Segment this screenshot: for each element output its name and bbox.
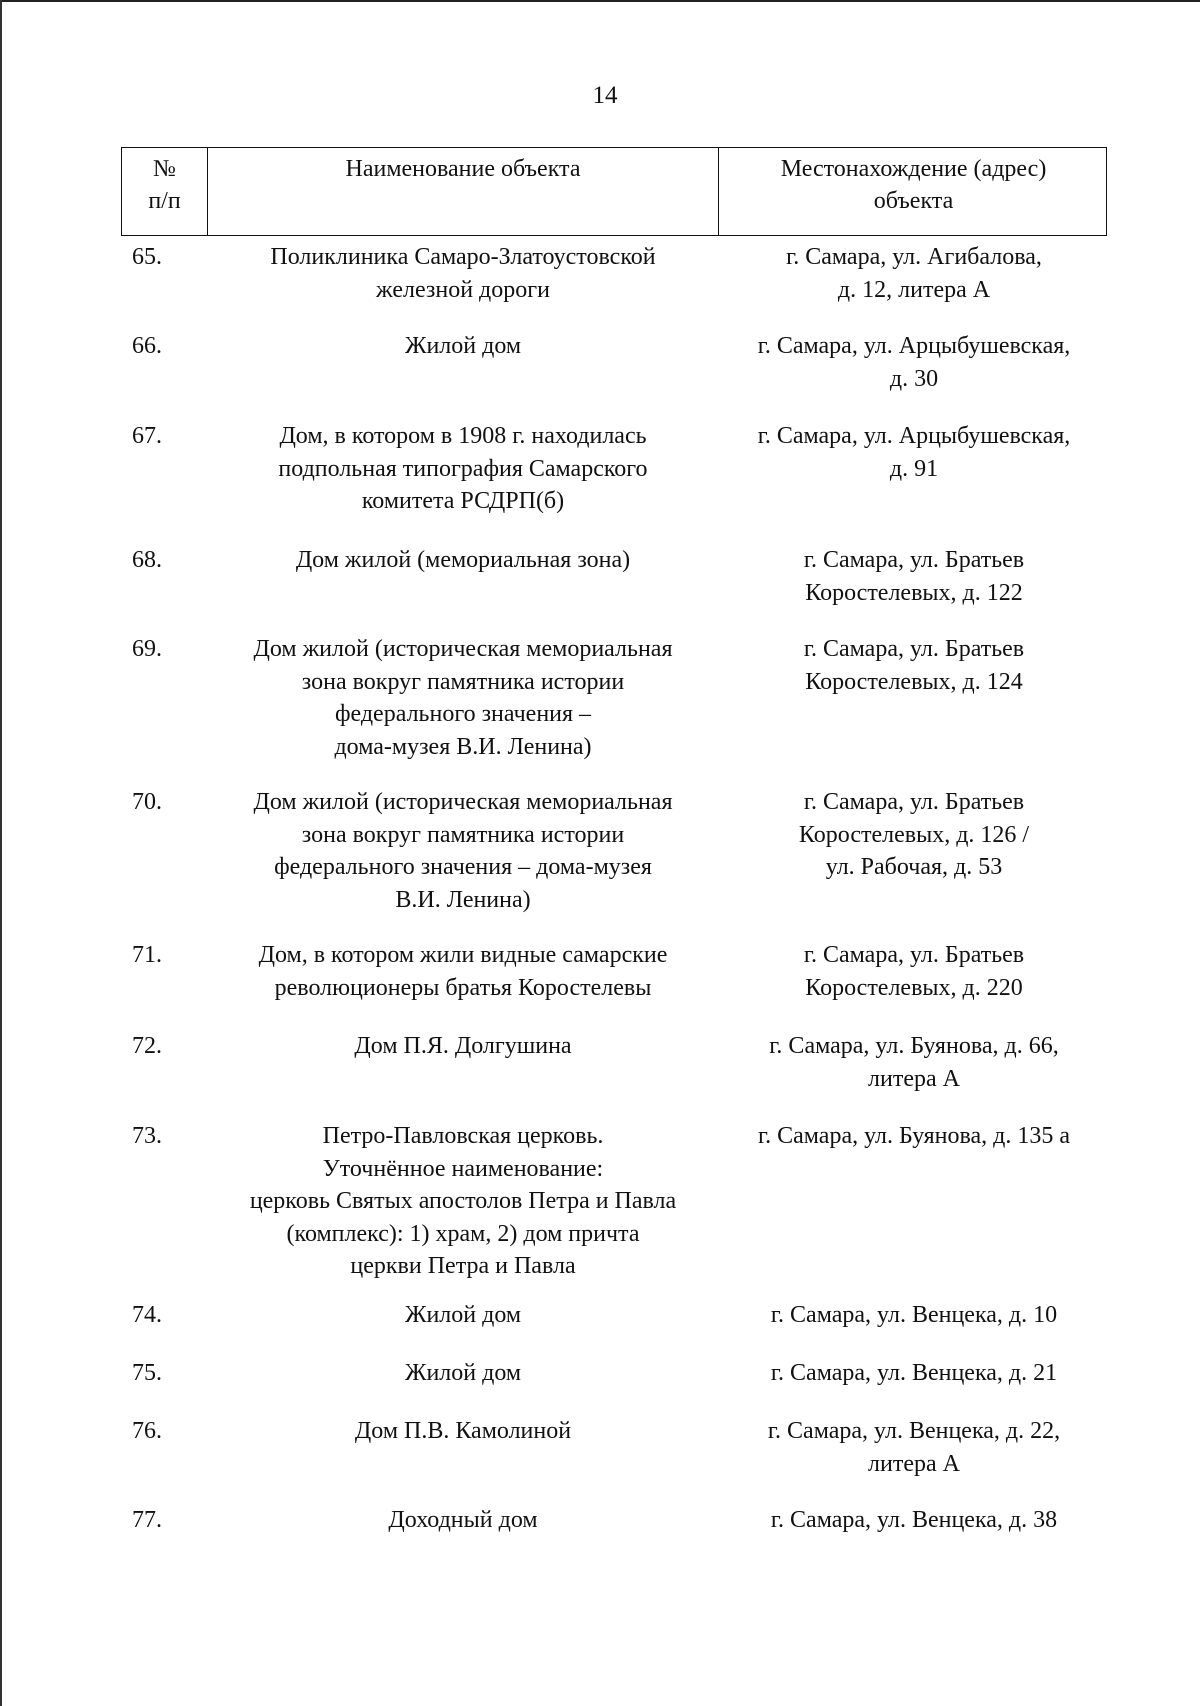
object-name [208, 1120, 718, 1283]
scan-border-left [0, 0, 2, 1706]
row-number: 69. [132, 636, 162, 662]
row-number: 66. [132, 333, 162, 359]
object-address [718, 241, 1110, 306]
object-name-line: Дом жилой (историческая мемориальная [253, 789, 673, 815]
object-address-line: литера А [868, 1450, 960, 1477]
object-name-line: железной дороги [376, 276, 550, 303]
row-number: 68. [132, 547, 162, 573]
object-name-line: Дом жилой (историческая мемориальная [253, 636, 673, 662]
object-address [718, 1504, 1110, 1537]
row-number: 65. [132, 244, 162, 270]
object-name-line: церкви Петра и Павла [350, 1253, 576, 1279]
object-address-line: г. Самара, ул. Буянова, д. 135 а [757, 1123, 1071, 1149]
scan-border-top [0, 0, 1200, 2]
header-name-column [208, 153, 718, 185]
object-name [208, 939, 718, 1004]
object-address-line: Коростелевых, д. 220 [805, 974, 1023, 1001]
page-number: 14 [592, 82, 618, 109]
object-address-line: г. Самара, ул. Венцека, д. 21 [770, 1360, 1058, 1386]
object-address-line: г. Самара, ул. Братьев [803, 636, 1025, 662]
row-number: 70. [132, 789, 162, 815]
object-name-line: Жилой дом [404, 1302, 522, 1328]
object-address-line: г. Самара, ул. Буянова, д. 66, [769, 1033, 1059, 1059]
object-address-line: г. Самара, ул. Венцека, д. 38 [770, 1507, 1058, 1533]
object-address-line: г. Самара, ул. Арцыбушевская, [757, 423, 1071, 449]
header-text: Местонахождение (адрес) [780, 156, 1047, 182]
object-address-line: г. Самара, ул. Венцека, д. 22, [767, 1418, 1061, 1444]
object-name [208, 1299, 718, 1332]
row-number: 74. [132, 1302, 162, 1328]
object-name [208, 1504, 718, 1537]
object-name-line: зона вокруг памятника истории [301, 668, 625, 695]
object-name-line: федерального значения – [334, 701, 592, 727]
object-address-line: г. Самара, ул. Братьев [803, 547, 1025, 573]
object-address-line: Коростелевых, д. 122 [805, 579, 1023, 606]
object-address [718, 633, 1110, 698]
object-name-line: Жилой дом [404, 1360, 522, 1386]
table-header [121, 147, 1107, 236]
object-name-line: Дом, в котором жили видные самарские [258, 942, 668, 968]
object-address-line: д. 91 [889, 455, 939, 482]
object-address-line: г. Самара, ул. Арцыбушевская, [757, 333, 1071, 359]
object-name-line: Петро-Павловская церковь. [322, 1123, 604, 1149]
row-number: 77. [132, 1507, 162, 1533]
object-name [208, 1357, 718, 1390]
object-name-line: подпольная типография Самарского [278, 455, 648, 482]
object-name-line: (комплекс): 1) храм, 2) дом причта [286, 1220, 640, 1247]
object-address-line: литера А [868, 1065, 960, 1092]
object-name [208, 1030, 718, 1063]
object-address-line: г. Самара, ул. Братьев [803, 789, 1025, 815]
object-name-line: Дом жилой (мемориальная зона) [295, 547, 631, 573]
header-text: № [153, 156, 176, 182]
object-name [208, 420, 718, 518]
object-name [208, 241, 718, 306]
header-text: п/п [148, 188, 181, 214]
object-name-line: Уточнённое наименование: [322, 1155, 604, 1182]
object-name [208, 786, 718, 916]
object-name-line: Дом, в котором в 1908 г. находилась [279, 423, 647, 449]
object-address-line: д. 30 [889, 365, 939, 392]
object-address-line: Коростелевых, д. 124 [805, 668, 1023, 695]
row-number: 71. [132, 942, 162, 968]
object-name-line: Дом П.Я. Долгушина [354, 1033, 572, 1059]
object-name-line: В.И. Ленина) [395, 886, 531, 913]
row-number: 76. [132, 1418, 162, 1444]
object-name [208, 633, 718, 763]
object-name-line: церковь Святых апостолов Петра и Павла [249, 1188, 677, 1214]
object-name-line: Жилой дом [404, 333, 522, 359]
object-name-line: дома-музея В.И. Ленина) [334, 733, 592, 760]
header-text: объекта [873, 188, 954, 214]
header-number-column [122, 153, 207, 217]
object-name-line: революционеры братья Коростелевы [274, 974, 652, 1001]
object-address [718, 786, 1110, 884]
object-address [718, 1030, 1110, 1095]
object-name-line: Поликлиника Самаро-Златоустовской [270, 244, 656, 270]
object-name-line: Дом П.В. Камолиной [354, 1418, 572, 1444]
object-name [208, 544, 718, 577]
object-address-line: г. Самара, ул. Братьев [803, 942, 1025, 968]
header-text: Наименование объекта [345, 156, 581, 182]
object-name [208, 330, 718, 363]
row-number: 67. [132, 423, 162, 449]
object-address [718, 1357, 1110, 1390]
object-address-line: г. Самара, ул. Агибалова, [786, 244, 1042, 270]
row-number: 72. [132, 1033, 162, 1059]
object-address-line: ул. Рабочая, д. 53 [825, 854, 1003, 880]
object-address [718, 1415, 1110, 1480]
object-name [208, 1415, 718, 1448]
object-address [718, 939, 1110, 1004]
object-address-line: д. 12, литера А [837, 276, 991, 303]
object-name-line: комитета РСДРП(б) [361, 488, 565, 514]
object-address [718, 420, 1110, 485]
object-address [718, 1120, 1110, 1153]
object-name-line: Доходный дом [388, 1507, 538, 1533]
object-address-line: Коростелевых, д. 126 / [798, 821, 1030, 848]
object-name-line: федерального значения – дома-музея [274, 854, 652, 880]
object-name-line: зона вокруг памятника истории [301, 821, 625, 848]
row-number: 75. [132, 1360, 162, 1386]
object-address [718, 544, 1110, 609]
object-address [718, 1299, 1110, 1332]
header-address-column [719, 153, 1108, 217]
object-address [718, 330, 1110, 395]
object-address-line: г. Самара, ул. Венцека, д. 10 [770, 1302, 1058, 1328]
row-number: 73. [132, 1123, 162, 1149]
